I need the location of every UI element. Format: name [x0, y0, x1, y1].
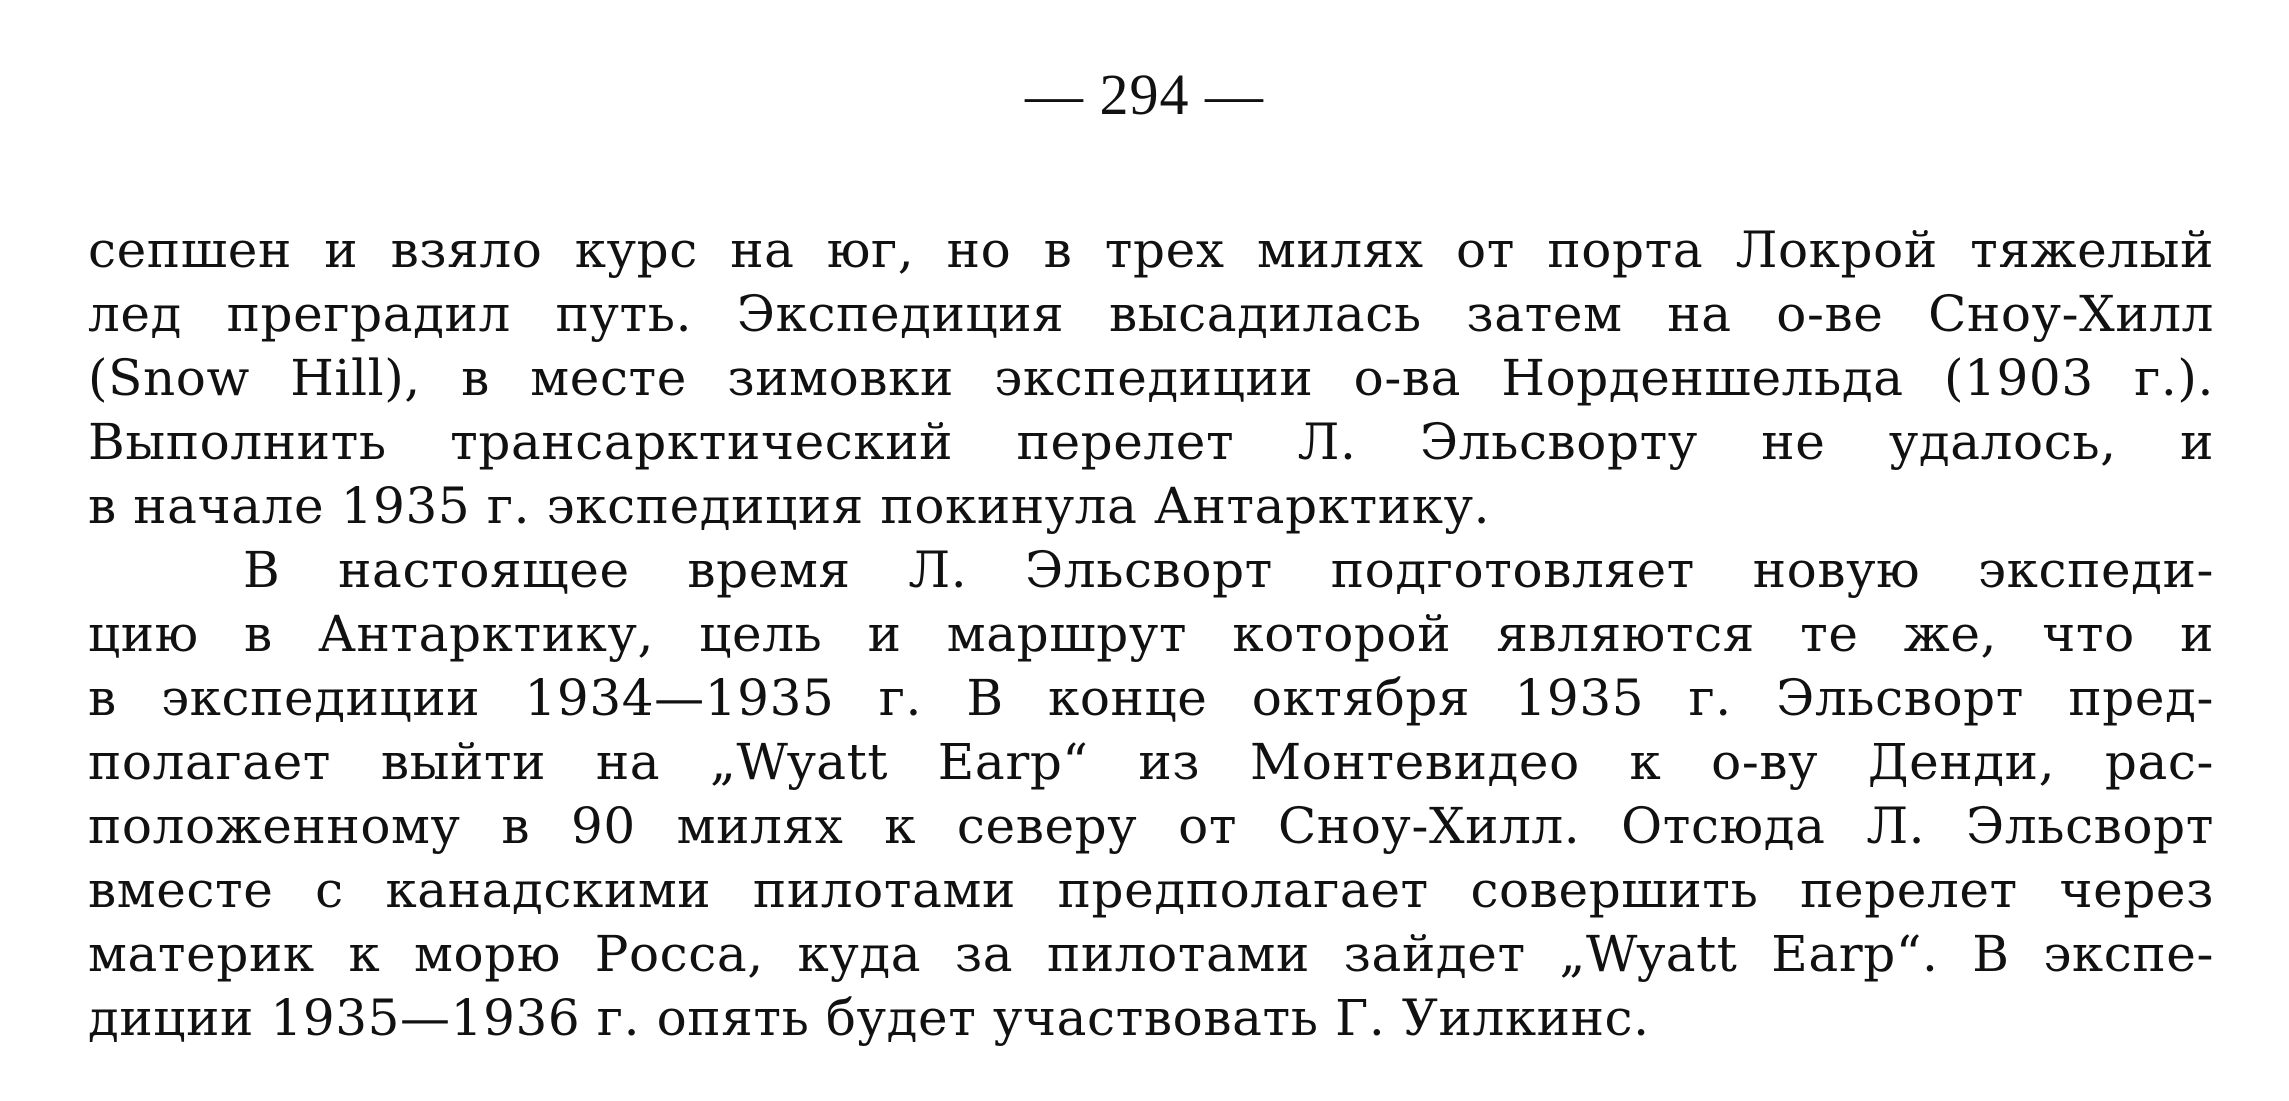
- text-line: материк к морю Росса, куда за пилотами зайдет „Wyatt Earp“. В экспе-: [88, 925, 2214, 983]
- text-line: в экспедиции 1934—1935 г. В конце октября 1935 г. Эльсворт пред-: [88, 669, 2214, 727]
- text-line: сепшен и взяло курс на юг, но в трех милях от порта Локрой тяжелый: [88, 221, 2214, 279]
- text-line: лед преградил путь. Экспедиция высадилась затем на о-ве Сноу-Хилл: [88, 285, 2214, 343]
- text-line: положенному в 90 милях к северу от Сноу-Хилл. Отсюда Л. Эльсворт: [88, 797, 2214, 855]
- paragraph-end-line: в начале 1935 г. экспедиция покинула Антарктику.: [88, 477, 1491, 535]
- paragraph-start-line: В настоящее время Л. Эльсворт подготовляет новую экспеди-: [243, 541, 2214, 599]
- text-line: цию в Антарктику, цель и маршрут которой являются те же, что и: [88, 605, 2214, 663]
- body-text: [88, 218, 2214, 1050]
- page-number: — 294 —: [1025, 62, 1264, 127]
- paragraph-end-line: диции 1935—1936 г. опять будет участвовать Г. Уилкинс.: [88, 989, 1650, 1047]
- text-line: полагает выйти на „Wyatt Earp“ из Монтевидео к о-ву Денди, рас-: [88, 733, 2214, 791]
- text-line: Выполнить трансарктический перелет Л. Эльсворту не удалось, и: [88, 413, 2214, 471]
- text-line: (Snow Hill), в месте зимовки экспедиции о-ва Норденшельда (1903 г.).: [88, 349, 2214, 407]
- text-line: вместе с канадскими пилотами предполагает совершить перелет через: [88, 861, 2214, 919]
